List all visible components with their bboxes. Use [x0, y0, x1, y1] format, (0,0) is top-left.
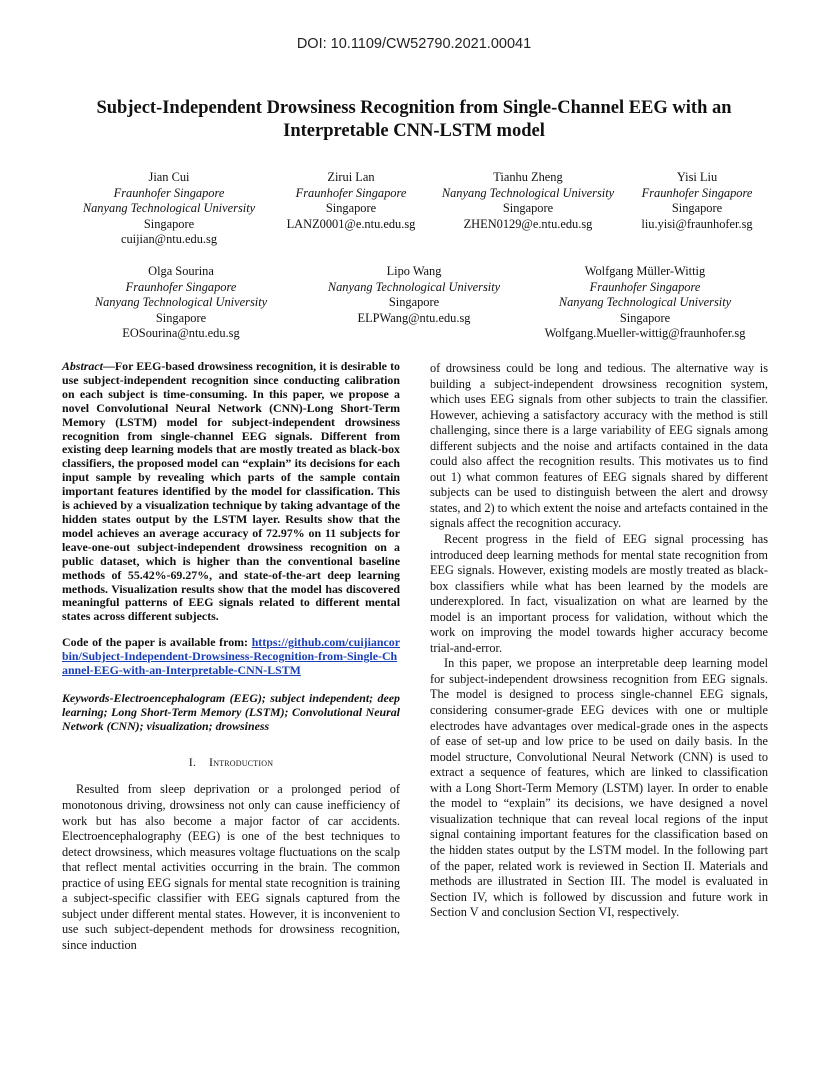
author-block — [430, 170, 626, 232]
author-name: Lipo Wang — [386, 264, 442, 278]
author-block — [312, 264, 516, 326]
body-paragraph: Recent progress in the field of EEG signal processing has introduced deep learning methods for mental state recognition from EEG signals. However, existing models are mostly treated as black-box classifiers while what has been learned by the models are underexplored. In fact, visualization on what are learned by the model is an important process for validation, without which the work on improving the model towards higher accuracy become trial-and-error. — [430, 532, 768, 655]
title-line-1: Subject-Independent Drowsiness Recognition from Single-Channel EEG with an — [96, 98, 732, 118]
author-city: Singapore — [502, 201, 554, 216]
author-email: liu.yisi@fraunhofer.sg — [641, 216, 753, 231]
author-affiliation: Nanyang Technological University — [558, 295, 732, 310]
author-name: Zirui Lan — [327, 170, 375, 184]
author-name: Wolfgang Müller-Wittig — [584, 264, 706, 278]
body-paragraph: of drowsiness could be long and tedious. The alternative way is building a subject-independent drowsiness recognition system, which uses EEG signals from other subjects to train the classifier. However, achieving a satisfactory accuracy with the method is still challenging, since there is a large variability of EEG signals among different subjects and the noise and artifacts contained in the data could also affect the recognition results. This motivates us to find out 1) what common features of EEG signals shared by different subjects can be used to distinguish between the alert and drowsy states, and 2) to which extent the noise and artefacts contained in the signals affect the recognition accuracy. — [430, 361, 768, 531]
paper-title — [60, 97, 768, 143]
author-affiliation: Nanyang Technological University — [441, 185, 615, 200]
author-name: Jian Cui — [148, 170, 190, 184]
section-heading — [62, 755, 400, 771]
keywords: Keywords-Electroencephalogram (EEG); subject independent; deep learning; Long Short-Term Memory (LSTM); Convolutional Neural Network (CNN); visualization; drowsiness — [62, 690, 400, 733]
author-city: Singapore — [388, 295, 440, 310]
author-block — [530, 264, 760, 342]
author-block — [76, 264, 286, 342]
author-affiliation: Fraunhofer Singapore — [641, 185, 753, 200]
abstract-lead: Abstract — [62, 359, 103, 373]
title-line-2: Interpretable CNN-LSTM model — [283, 121, 545, 141]
right-column — [430, 361, 768, 921]
author-city: Singapore — [325, 201, 377, 216]
author-affiliation: Fraunhofer Singapore — [295, 185, 407, 200]
code-text: Code of the paper is available from: — [62, 635, 252, 650]
body-paragraph: In this paper, we propose an interpretable deep learning model for subject-independent drowsiness recognition from EEG signals. The model is designed to process single-channel EEG signals, considering consumer-grade EEG devices with one or multiple electrodes have advantages over medical-grade ones in the aspects of ease of set-up and low price to be used on daily basis. In the model structure, Convolutional Neural Network (CNN) is used to extract a sequence of features, which are linked to classification with a Long Short-Term Memory (LSTM) layer. In order to enable the model to “explain” its decisions, we have designed a novel visualization technique that can reveal local regions of the input signal containing important features for the classification based on the hidden states output by the LSTM model. In the following part of the paper, related work is reviewed in Section II. Materials and methods are illustrated in Section III. The model is evaluated in Section IV, which is followed by discussion and future work in Section V and conclusion Section VI, respectively. — [430, 656, 768, 920]
intro-paragraph: Resulted from sleep deprivation or a prolonged period of monotonous driving, drowsiness not only can cause inefficiency of work but has also become a major factor of car accidents. Electroencephalography (EEG) is one of the best techniques to detect drowsiness, which measures voltage fluctuations on the scalp that reflect mental activities occurring in the brain. The common practice of using EEG signals for mental state recognition is training a subject-specific classifier with EEG signals captured from the subject under different mental states. However, it is inconvenient to use such subject-dependent methods for drowsiness recognition, since induction — [62, 782, 400, 952]
author-email: LANZ0001@e.ntu.edu.sg — [286, 216, 416, 231]
author-block — [270, 170, 432, 232]
author-affiliation: Fraunhofer Singapore — [589, 279, 701, 294]
author-affiliation: Fraunhofer Singapore — [113, 185, 225, 200]
author-name: Tianhu Zheng — [493, 170, 563, 184]
author-city: Singapore — [155, 310, 207, 325]
author-affiliation: Nanyang Technological University — [82, 201, 256, 216]
section-number: I. — [188, 754, 197, 769]
code-availability — [62, 636, 400, 678]
code-link[interactable]: https://github.com/cuijiancorbin/Subject-Independent-Drowsiness-Recognition-from-Single-Channel-EEG-with-an-Interpretable-CNN-LSTM — [62, 635, 400, 678]
author-name: Yisi Liu — [676, 170, 718, 184]
author-email: EOSourina@ntu.edu.sg — [122, 326, 240, 341]
author-email: ZHEN0129@e.ntu.edu.sg — [463, 216, 593, 231]
left-column — [62, 360, 400, 954]
doi-header: DOI: 10.1109/CW52790.2021.00041 — [296, 36, 532, 52]
author-email: cuijian@ntu.edu.sg — [120, 232, 218, 247]
author-email: ELPWang@ntu.edu.sg — [357, 310, 471, 325]
author-affiliation: Nanyang Technological University — [94, 295, 268, 310]
author-city: Singapore — [619, 310, 671, 325]
author-city: Singapore — [671, 201, 723, 216]
author-affiliation: Fraunhofer Singapore — [125, 279, 237, 294]
author-block — [66, 170, 272, 248]
author-affiliation: Nanyang Technological University — [327, 279, 501, 294]
section-title: Introduction — [209, 754, 274, 769]
author-city: Singapore — [143, 216, 195, 231]
author-name: Olga Sourina — [148, 264, 214, 278]
author-email: Wolfgang.Mueller-wittig@fraunhofer.sg — [544, 326, 746, 341]
abstract-body: —For EEG-based drowsiness recognition, it is desirable to use subject-independent recognition since conducting calibration on each subject is time-consuming. In this paper, we propose a novel Convolutional Neural Network (CNN)-Long Short-Term Memory (LSTM) model for subject-independent drowsiness recognition from single-channel EEG signals. Different from existing deep learning models that are mostly treated as black-box classifiers, the proposed model can “explain” its decisions for each input sample by revealing which parts of the sample contain important features identified by the model for classification. This is achieved by a visualization technique by taking advantage of the hidden states output by the LSTM layer. Results show that the model achieves an average accuracy of 72.97% on 11 subjects for leave-one-out subject-independent drowsiness recognition on a public dataset, which is higher than the conventional baseline methods of 55.42%-69.27%, and state-of-the-art deep learning methods. Visualization results show that the model has discovered meaningful patterns of EEG signals related to different mental states across different subjects. — [62, 359, 400, 624]
abstract — [62, 360, 400, 624]
author-block — [626, 170, 768, 232]
